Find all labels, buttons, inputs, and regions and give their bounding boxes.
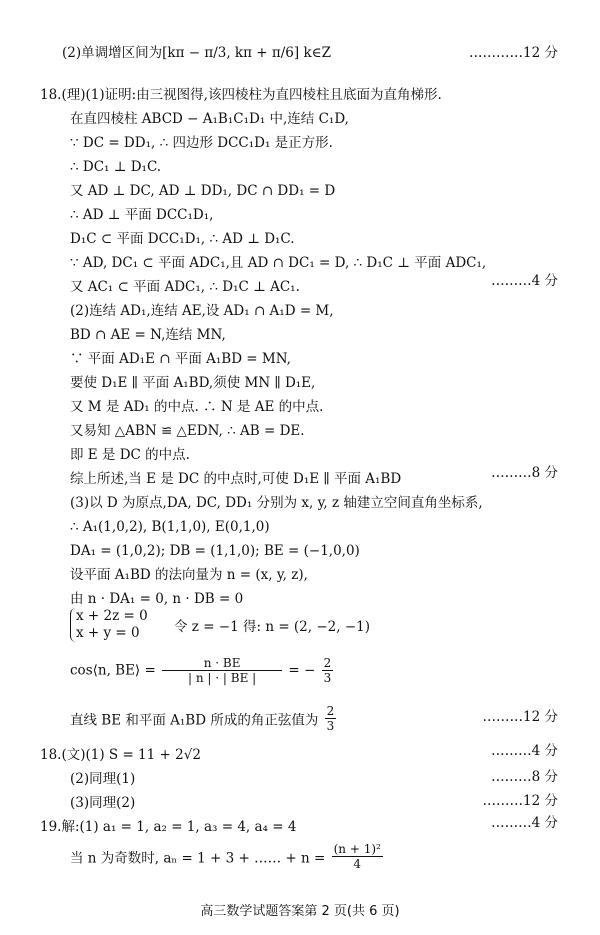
cos-fraction	[162, 656, 282, 685]
line-18-wen: 18.(文)(1) S = 11 + 2√2	[40, 747, 201, 763]
line-conclusion-1: 又 AC₁ ⊂ 平面 ADC₁, ∴ D₁C ⊥ AC₁.	[70, 279, 300, 295]
sine-num: 2	[326, 704, 335, 718]
equation-system	[70, 608, 370, 642]
odd-n-num: (n + 1)²	[333, 842, 381, 856]
system-eq-2: x + y = 0	[76, 625, 140, 641]
score-4b: ………4 分	[491, 743, 558, 759]
score-12b: ………12 分	[482, 709, 558, 725]
system-eq-1: x + 2z = 0	[76, 608, 148, 624]
line-square: ∵ DC = DD₁, ∴ 四边形 DCC₁D₁ 是正方形.	[70, 135, 333, 151]
cos-lhs: cos⟨n, BE⟩ =	[70, 662, 156, 679]
line-summary: 综上所述,当 E 是 DC 的中点时,可使 D₁E ∥ 平面 A₁BD	[70, 471, 402, 487]
score-12c: ………12 分	[482, 793, 558, 809]
line-part-3: (3)以 D 为原点,DA, DC, DD₁ 分别为 x, y, z 轴建立空间直角坐标系,	[70, 495, 483, 511]
line-parallel-need: 要使 D₁E ∥ 平面 A₁BD,须使 MN ∥ D₁E,	[70, 375, 316, 391]
odd-n-fraction	[332, 842, 383, 871]
line-prism: 在直四棱柱 ABCD − A₁B₁C₁D₁ 中,连结 C₁D,	[70, 111, 349, 127]
cosine-formula	[70, 656, 335, 685]
score-12: …………12 分	[469, 45, 558, 61]
sine-fraction	[325, 704, 337, 733]
line-plane-intersect: ∵ 平面 AD₁E ∩ 平面 A₁BD = MN,	[70, 351, 291, 367]
line-sine-value	[70, 704, 338, 733]
line-vectors: DA₁ = (1,0,2); DB = (1,1,0); BE = (−1,0,0)	[70, 543, 360, 559]
line-coordinates: ∴ A₁(1,0,2), B(1,1,0), E(0,1,0)	[70, 519, 270, 535]
line-normal-vector: 设平面 A₁BD 的法向量为 n = (x, y, z),	[70, 567, 308, 583]
cos-result-num: 2	[323, 656, 332, 670]
line-midpoint: 又 M 是 AD₁ 的中点. ∴ N 是 AE 的中点.	[70, 399, 324, 415]
score-4c: ………4 分	[491, 815, 558, 831]
line-monotonic-interval: (2)单调增区间为[kπ − π/3, kπ + π/6] k∈Z	[62, 45, 331, 61]
line-18-wen-2: (2)同理(1)	[70, 771, 136, 787]
cos-numerator: n · BE	[162, 656, 282, 671]
cos-denominator: | n | · | BE |	[188, 671, 257, 685]
sine-den: 3	[326, 719, 335, 733]
line-plane-adc1: ∵ AD, DC₁ ⊂ 平面 ADC₁,且 AD ∩ DC₁ = D, ∴ D₁C ⊥ 平面 ADC₁,	[70, 255, 487, 271]
line-perp-1: ∴ DC₁ ⊥ D₁C.	[70, 159, 162, 175]
system-brace	[70, 608, 148, 642]
line-perp-plane: ∴ AD ⊥ 平面 DCC₁D₁,	[70, 207, 214, 223]
line-perp-2: 又 AD ⊥ DC, AD ⊥ DD₁, DC ∩ DD₁ = D	[70, 183, 336, 199]
score-8b: ………8 分	[491, 769, 558, 785]
line-e-midpoint: 即 E 是 DC 的中点.	[70, 447, 190, 463]
line-part-2: (2)连结 AD₁,连结 AE,设 AD₁ ∩ A₁D = M,	[70, 303, 334, 319]
cos-result-fraction	[322, 656, 334, 685]
line-19-solution: 19.解:(1) a₁ = 1, a₂ = 1, a₃ = 4, a₄ = 4	[40, 819, 297, 835]
score-8a: ………8 分	[491, 465, 558, 481]
cos-equals: = −	[288, 662, 316, 679]
odd-n-den: 4	[353, 857, 362, 871]
line-subset: D₁C ⊂ 平面 DCC₁D₁, ∴ AD ⊥ D₁C.	[70, 231, 295, 247]
system-result: 令 z = −1 得: n = (2, −2, −1)	[174, 619, 371, 635]
line-18-wen-3: (3)同理(2)	[70, 795, 136, 811]
score-4a: ………4 分	[491, 273, 558, 289]
page-footer: 高三数学试题答案第 2 页(共 6 页)	[200, 904, 400, 919]
odd-n-text: 当 n 为奇数时, aₙ = 1 + 3 + …… + n =	[70, 850, 326, 867]
line-18-li-heading: 18.(理)(1)证明:由三视图得,该四棱柱为直四棱柱且底面为直角梯形.	[40, 87, 442, 103]
line-bd-ae: BD ∩ AE = N,连结 MN,	[70, 327, 226, 343]
sine-text: 直线 BE 和平面 A₁BD 所成的角正弦值为	[70, 712, 319, 729]
line-congruent: 又易知 △ABN ≌ △EDN, ∴ AB = DE.	[70, 423, 305, 439]
line-dot-products: 由 n · DA₁ = 0, n · DB = 0	[70, 591, 244, 607]
line-odd-n	[70, 842, 385, 871]
cos-result-den: 3	[323, 671, 332, 685]
